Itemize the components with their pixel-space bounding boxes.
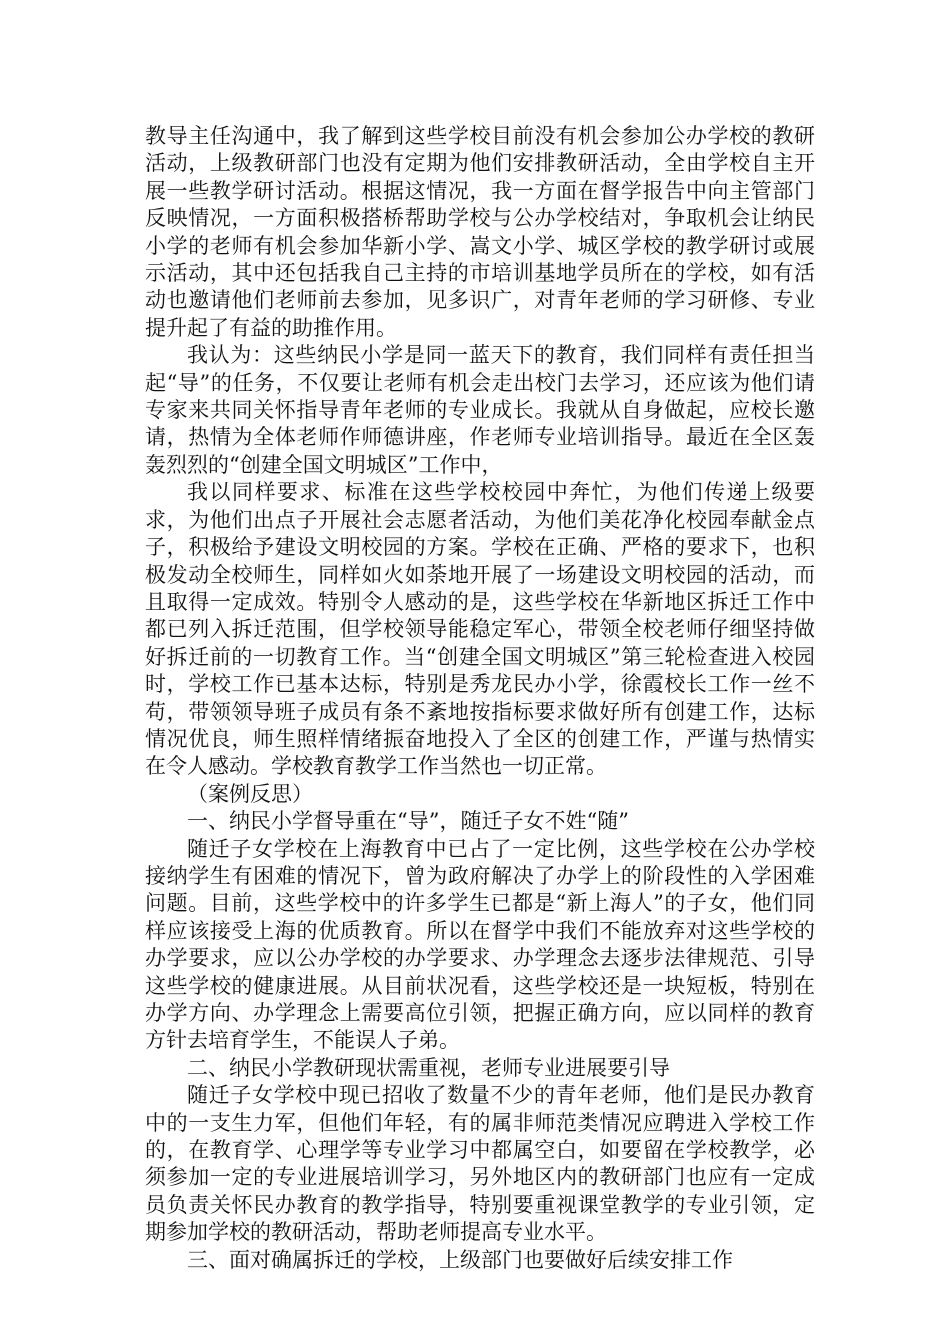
section-heading-1: 一、纳民小学督导重在“导”，随迁子女不姓“随”: [187, 809, 629, 834]
paragraph-1: 教导主任沟通中，我了解到这些学校目前没有机会参加公办学校的教研活动，上级教研部门也没有定期为他们安排教研活动，全由学校自主开展一些教学研讨活动。根据这情况，我一方面在督学报告中向主管部门反映情况，一方面积极搭桥帮助学校与公办学校结对，争取机会让纳民小学的老师有机会参加华新小学、嵩文小学、城区学校的教学研讨或展示活动，其中还包括我自己主持的市培训基地学员所在的学校，如有活动也邀请他们老师前去参加，见多识广，对青年老师的学习研修、专业提升起了有益的助推作用。: [145, 124, 815, 340]
section-heading-2: 二、纳民小学教研现状需重视，老师专业进展要引导: [187, 1055, 670, 1080]
section-heading-3: 三、面对确属拆迁的学校，上级部门也要做好后续安排工作: [187, 1247, 733, 1272]
paragraph-5: 随迁子女学校中现已招收了数量不少的青年老师，他们是民办教育中的一支生力军，但他们年轻，有的属非师范类情况应聘进入学校工作的，在教育学、心理学等专业学习中都属空白，如要留在学校教学，必须参加一定的专业进展培训学习，另外地区内的教研部门也应有一定成员负责关怀民办教育的教学指导，特别要重视课堂教学的专业引领，定期参加学校的教研活动，帮助老师提高专业水平。: [145, 1083, 815, 1245]
document-page: [145, 123, 815, 1274]
paragraph-3: 我以同样要求、标准在这些学校校园中奔忙，为他们传递上级要求，为他们出点子开展社会志愿者活动，为他们美花净化校园奉献金点子，积极给予建设文明校园的方案。学校在正确、严格的要求下，也积极发动全校师生，同样如火如荼地开展了一场建设文明校园的活动，而且取得一定成效。特别令人感动的是，这些学校在华新地区拆迁工作中都已列入拆迁范围，但学校领导能稳定军心，带领全校老师仔细坚持做好拆迁前的一切教育工作。当“创建全国文明城区”第三轮检查进入校园时，学校工作已基本达标，特别是秀龙民办小学，徐霞校长工作一丝不苟，带领领导班子成员有条不紊地按指标要求做好所有创建工作，达标情况优良，师生照样情绪振奋地投入了全区的创建工作，严谨与热情实在令人感动。学校教育教学工作当然也一切正常。: [145, 480, 815, 779]
paragraph-2: 我认为：这些纳民小学是同一蓝天下的教育，我们同样有责任担当起“导”的任务，不仅要让老师有机会走出校门去学习，还应该为他们请专家来共同关怀指导青年老师的专业成长。我就从自身做起，应校长邀请，热情为全体老师作师德讲座，作老师专业培训指导。最近在全区轰轰烈烈的“创建全国文明城区”工作中，: [145, 343, 815, 477]
paragraph-4: 随迁子女学校在上海教育中已占了一定比例，这些学校在公办学校接纳学生有困难的情况下，曾为政府解决了办学上的阶段性的入学困难问题。目前，这些学校中的许多学生已都是“新上海人”的子女，他们同样应该接受上海的优质教育。所以在督学中我们不能放弃对这些学校的办学要求，应以公办学校的办学要求、办学理念去逐步法律规范、引导这些学校的健康进展。从目前状况看，这些学校还是一块短板，特别在办学方向、办学理念上需要高位引领，把握正确方向，应以同样的教育方针去培育学生，不能误人子弟。: [145, 836, 815, 1053]
case-reflection-heading: （案例反思）: [187, 781, 313, 806]
